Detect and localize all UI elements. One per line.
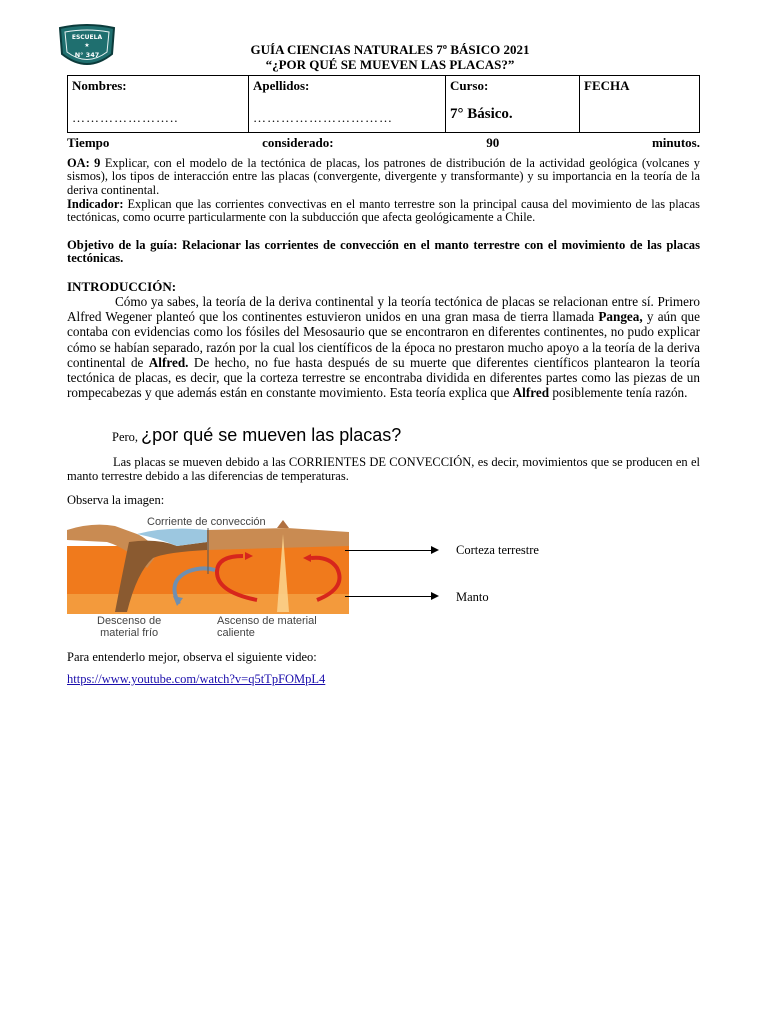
intro-text-4: posiblemente tenía razón.: [549, 385, 688, 401]
manto-label: Manto: [456, 590, 489, 604]
pero-question: ¿por qué se mueven las placas?: [141, 425, 402, 445]
descenso-label: [97, 615, 161, 639]
objetivo-paragraph: Objetivo de la guía: Relacionar las corrientes de convección en el manto terrestre con el movimiento de las placas tectónicas.: [67, 238, 700, 266]
convection-paragraph: Las placas se mueven debido a las CORRIENTES DE CONVECCIÓN, es decir, movimientos que se producen en el manto terrestre debido a las diferencias de temperaturas.: [67, 455, 700, 483]
observa-label: Observa la imagen:: [67, 493, 165, 507]
intro-alfred-1: Alfred.: [148, 354, 189, 370]
pero-lead: Pero,: [112, 430, 142, 444]
video-link[interactable]: https://www.youtube.com/watch?v=q5tTpFOMpL4: [67, 672, 326, 686]
corriente-label: Corriente de convección: [147, 516, 266, 528]
fecha-cell[interactable]: [580, 76, 700, 133]
intro-text-1: Cómo ya sabes, la teoría de la deriva continental y la teoría tectónica de placas se relacionan entre sí. Primero Alfred Wegener planteó que los continentes estuvieron unidos en una gran masa de tierra llamada: [67, 294, 700, 325]
fecha-label: FECHA: [584, 78, 630, 93]
considerado-word: considerado:: [262, 135, 334, 150]
apellidos-label: Apellidos:: [253, 78, 310, 93]
apellidos-field[interactable]: …………………………: [253, 110, 393, 125]
convection-figure: [67, 512, 357, 642]
nombres-label: Nombres:: [72, 78, 127, 93]
svg-text:N° 347: N° 347: [74, 51, 100, 59]
intro-text-2: y aún que contaba con evidencias como los fósiles del Mesosaurio que se encontraron en diferentes continentes, no pudo explicar cómo se habían separado, razón por la cual los científicos de la época no prestaron mucho apoyo a la teoría de la deriva continental de: [67, 309, 700, 370]
svg-text:ESCUELA: ESCUELA: [71, 34, 103, 41]
intro-alfred-2: Alfred: [512, 385, 550, 401]
intro-pangea: Pangea,: [598, 309, 643, 325]
school-shield-icon: [56, 24, 118, 70]
page-title: [120, 42, 660, 72]
student-info-table: [67, 75, 700, 133]
school-logo: [56, 24, 118, 70]
corteza-arrow: [345, 550, 437, 551]
indicador-text: Explican que las corrientes convectivas en el manto terrestre son la principal causa del movimiento de las placas tectónicas, como ocurre particularmente con la subducción que afecta geológicamente a Chile.: [67, 197, 700, 225]
intro-text-3: De hecho, no fue hasta después de su muerte que diferentes científicos plantearon la teoría tectónica de placas, es decir, que la corteza terrestre se encontraba dividida en diferentes partes como las piezas de un rompecabezas y que además están en constante movimiento. Esta teoría explica que: [67, 354, 700, 401]
title-line-1: GUÍA CIENCIAS NATURALES 7º BÁSICO 2021: [250, 42, 530, 57]
tiempo-line: [67, 135, 700, 151]
curso-cell: [446, 76, 580, 133]
ascenso-line-1: Ascenso de material: [217, 615, 317, 627]
tiempo-unit: minutos.: [651, 135, 700, 150]
corteza-label: Corteza terrestre: [456, 543, 539, 557]
oa-paragraph: [67, 157, 700, 197]
curso-label: Curso:: [450, 78, 489, 93]
ascenso-label: [217, 615, 317, 639]
oa-text: Explicar, con el modelo de la tectónica de placas, los patrones de distribución de la actividad geológica (volcanes y sismos), los tipos de interacción entre las placas (convergente, divergente y transformante) y su importancia en la teoría de la deriva continental.: [67, 156, 700, 197]
descenso-line-1: Descenso de: [97, 615, 162, 627]
indicador-label: Indicador:: [67, 197, 124, 211]
svg-text:★: ★: [84, 42, 90, 49]
video-intro: Para entenderlo mejor, observa el siguiente video:: [67, 650, 317, 664]
intro-heading: INTRODUCCIÓN:: [67, 279, 177, 294]
nombres-cell[interactable]: [68, 76, 249, 133]
curso-value: 7° Básico.: [450, 106, 513, 122]
tiempo-value: 90: [486, 135, 500, 150]
indicador-paragraph: [67, 198, 700, 225]
tiempo-word: Tiempo: [67, 135, 110, 150]
manto-arrow: [345, 596, 437, 597]
intro-paragraph: [67, 294, 700, 400]
oa-label: OA: 9: [67, 156, 101, 170]
nombres-field[interactable]: …………………..: [72, 110, 179, 125]
apellidos-cell[interactable]: [249, 76, 446, 133]
question-heading: [112, 425, 401, 446]
title-line-2: “¿POR QUÉ SE MUEVEN LAS PLACAS?”: [265, 57, 515, 72]
descenso-line-2: material frío: [100, 627, 159, 639]
ascenso-line-2: caliente: [217, 627, 255, 639]
